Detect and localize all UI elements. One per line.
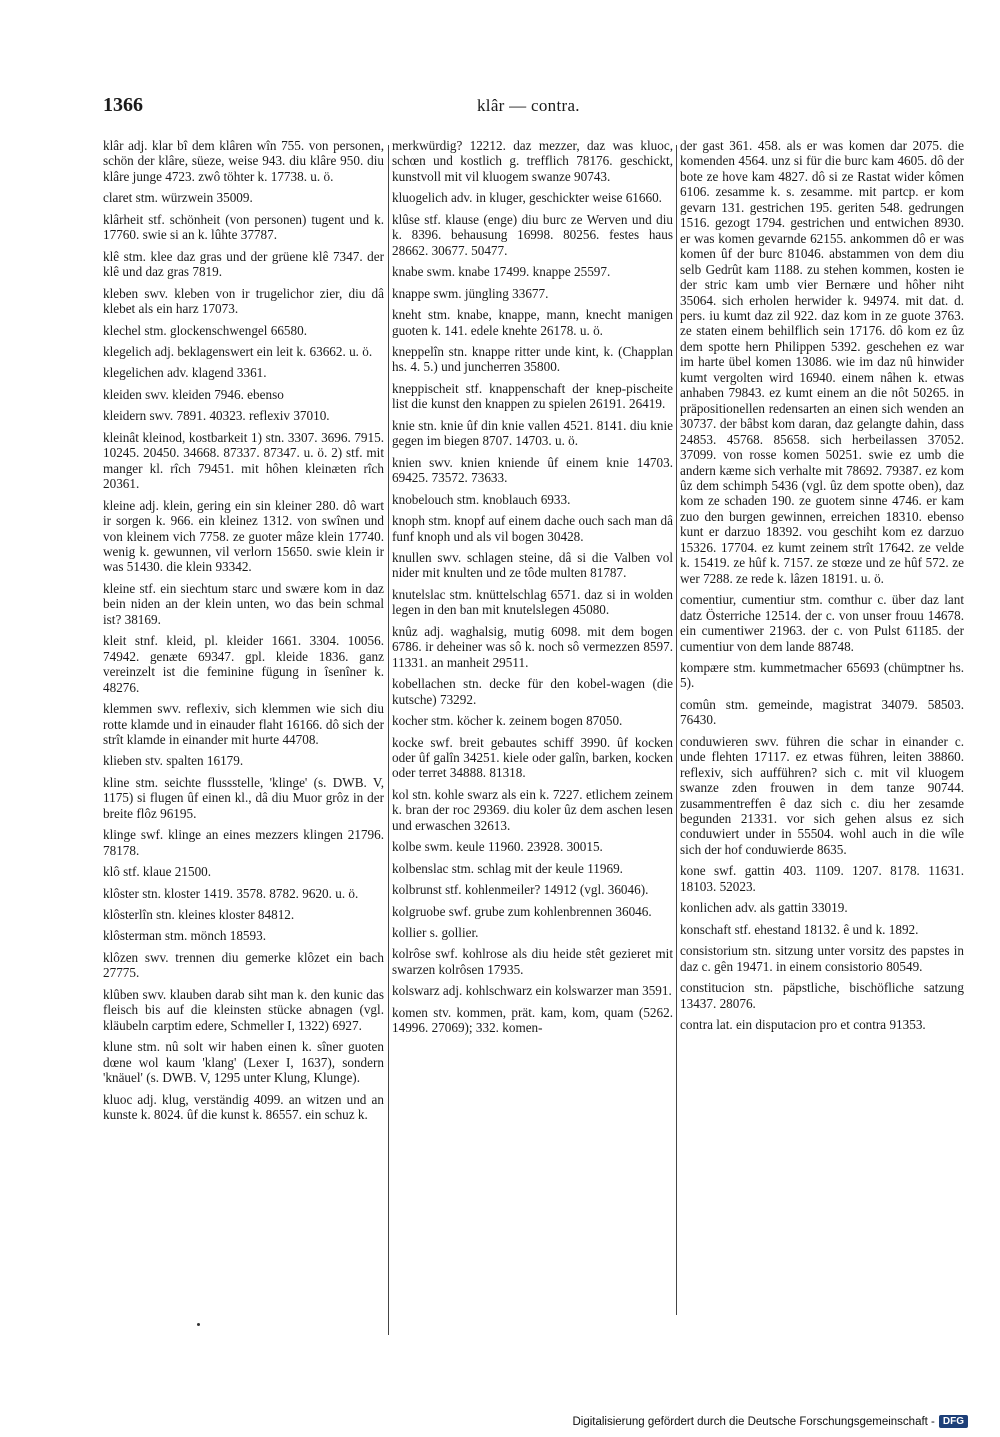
dictionary-entry: kocher stm. köcher k. zeinem bogen 87050. <box>392 713 623 729</box>
dictionary-entry: kolbrunst stf. kohlenmeiler? 14912 (vgl. 36046). <box>392 882 649 898</box>
dictionary-entry: kleben swv. kleben von ir trugelichor zier, diu dâ klebet als ein harz 17073. <box>103 285 384 317</box>
dictionary-entry: kleinât kleinod, kostbarkeit 1) stn. 3307. 3696. 7915. 10245. 20450. 34668. 87337. 87347. u. ö. 2) stf. mit manger kl. rîch 79451. mit hôhen kleinæten rîch 20361. <box>103 429 384 492</box>
dictionary-entry: klegelich adj. beklagenswert ein leit k. 63662. u. ö. <box>103 343 373 359</box>
dictionary-entry: klâr adj. klar bî dem klâren wîn 755. von personen, schön der klâre, süeze, weise 943. diu klâre 950. diu klâre junge 4723. zwô töhter k. 17738. u. ö. <box>103 138 384 184</box>
dictionary-entry: comûn stm. gemeinde, magistrat 34079. 58503. 76430. <box>680 696 964 728</box>
dictionary-entry: klârheit stf. schönheit (von personen) tugent und k. 17760. swie si an k. lûhte 37787. <box>103 211 384 243</box>
column-divider <box>388 145 389 1335</box>
dictionary-entry: kolgruobe swf. grube zum kohlenbrennen 36046. <box>392 903 652 919</box>
dictionary-entry: klôzen swv. trennen diu gemerke klôzet ein bach 27775. <box>103 949 384 981</box>
funding-note: Digitalisierung gefördert durch die Deutsche Forschungsgemeinschaft - <box>572 1415 935 1428</box>
dictionary-entry: knutelslac stm. knüttelschlag 6571. daz si in wolden legen in den ban mit knutelslegen 45080. <box>392 586 673 618</box>
dictionary-column-3 <box>680 138 964 1038</box>
dictionary-entry: knullen swv. schlagen steine, dâ si die Valben vol nider mit knulten und ze tôde multen 81787. <box>392 549 673 581</box>
dictionary-column-1 <box>103 138 384 1128</box>
ink-dot <box>197 1323 200 1326</box>
dictionary-entry: merkwürdig? 12212. daz mezzer, daz was kluoc, schœn und kostlich g. trefflich 78176. geschickt, kunstvoll mit vil kluogem swanze 90743. <box>392 138 673 184</box>
dictionary-entry: contra lat. ein disputacion pro et contra 91353. <box>680 1017 926 1033</box>
dictionary-column-2 <box>392 138 673 1042</box>
dictionary-entry: klinge swf. klinge an eines mezzers klingen 21796. 78178. <box>103 827 384 858</box>
dictionary-entry: kline stm. seichte flussstelle, 'klinge' (s. DWB. V, 1175) si flugen ûf einen kl., dâ diu Muor grôz in der breite flôz 96195. <box>103 774 384 821</box>
dictionary-entry: kneppischeit stf. knappenschaft der knep-pischeite list die kunst den knappen zu spielen 26191. 26419. <box>392 380 673 412</box>
dictionary-entry: knoph stm. knopf auf einem dache ouch sach man dâ funf knoph und als vil bogen 30428. <box>392 513 673 544</box>
dictionary-entry: klê stm. klee daz gras und der grüene klê 7347. der klê und daz gras 7819. <box>103 248 384 280</box>
dictionary-entry: kleidern swv. 7891. 40323. reflexiv 37010. <box>103 408 330 424</box>
dictionary-entry: claret stm. würzwein 35009. <box>103 190 253 206</box>
dictionary-entry: kone swf. gattin 403. 1109. 1207. 8178. 11631. 18103. 52023. <box>680 863 964 894</box>
dictionary-entry: comentiur, cumentiur stm. comthur c. über daz lant datz Österriche 12514. der c. von unser frouu 14678. ein cumentiwer 21963. der c. von Pulst 61185. der cumentiur von dem lande 88748. <box>680 592 964 654</box>
dictionary-entry: klune stm. nû solt wir haben einen k. sîner guoten dœne wol kaum 'klang' (Lexer I, 1637), sondern 'knäuel' (s. DWB. V, 1295 unter Klung, Klunge). <box>103 1039 384 1086</box>
dictionary-entry: constitucion stn. päpstliche, bischöfliche satzung 13437. 28076. <box>680 980 964 1011</box>
dictionary-entry: kluoc adj. klug, verständig 4099. an witzen und an kunste k. 8024. ûf die kunst k. 86557. ein schuz k. <box>103 1091 384 1123</box>
running-head: klâr — contra. <box>477 96 580 115</box>
dictionary-entry: kol stn. kohle swarz als ein k. 7227. etlichem zeinem k. bran der roc 29369. diu koler ûz dem aschen lesen und erwaschen 32613. <box>392 786 673 833</box>
dictionary-entry: kluogelich adv. in kluger, geschickter weise 61660. <box>392 190 662 206</box>
dictionary-entry: kleit stnf. kleid, pl. kleider 1661. 3304. 10056. 74942. genæte 69347. gpl. kleide 1836. ganz vereinzelt ist die feminine fügung in îsenîner k. 48276. <box>103 633 384 695</box>
dictionary-entry: klô stf. klaue 21500. <box>103 864 212 880</box>
dictionary-entry: consistorium stn. sitzung unter vorsitz des papstes in daz c. gên 19471. in einem consistorio 80549. <box>680 943 964 974</box>
dictionary-entry: klieben stv. spalten 16179. <box>103 753 244 769</box>
dictionary-entry: klôsterlîn stn. kleines kloster 84812. <box>103 907 295 923</box>
page-number: 1366 <box>103 94 143 116</box>
dictionary-entry: klûse stf. klause (enge) diu burc ze Werven und diu k. 8396. behausung 16998. 80256. festes haus 28662. 30677. 50477. <box>392 211 673 258</box>
dictionary-entry: knûz adj. waghalsig, mutig 6098. mit dem bogen 6786. ir deheiner was sô k. noch sô vermezzen 8597. 11331. an manheit 29511. <box>392 623 673 670</box>
dictionary-entry: klôsterman stm. mönch 18593. <box>103 928 266 944</box>
dictionary-entry: klegelichen adv. klagend 3361. <box>103 365 267 381</box>
dictionary-entry: kobellachen stn. decke für den kobel-wagen (die kutsche) 73292. <box>392 676 673 707</box>
dictionary-entry: kleine stf. ein siechtum starc und swære kom in daz bein niden an der klein unten, wo das bein schmal ist? 38169. <box>103 580 384 627</box>
dictionary-entry: der gast 361. 458. als er was komen dar 2075. die komenden 4564. unz si für die burc kam 4605. dô der bote ze hove kam 4827. dô si ze Rastat wider kômen 6106. zesamme k. s. zesamme. mit partcp. er kom gevarn 131. gestrichen 195. geriten 548. gedrungen 1516. gezogt 1794. gestrichen und entwichen 8930. er was komen gevarnde 62155. ankommen dô er was komen ûf der burc 81046. abstammen von dem diu selb Gedrût kam 1188. zu stehen kommen, kosten ie der stric kam umb vier Bernære und hôher niht 35064. sich erholen herwider k. 94974. mit dat. d. pers. iu kumt daz zil 922. daz kom in ze guote 3763. ze staten einem behilflich sein 17176. dô kom ez ûz dem spotte hern Philippen 5392. geschehen ez war im harte übel komen 13086. wie im daz nû hinwider kumt vergolten wird 16940. einem nâhen k. etwas anhaben 79843. ez kumt einem an die nôt 50265. in präpositionellen redensarten an einen sich wenden an 30737. der bâbst kom daran, daz gelangte dahin, dass 24853. 45768. 85658. sich herbeilassen 37052. 37099. von rosse komen 50251. swie ez umb die andern kæme sich verhalte mit 78692. 79387. ez kom ûz dem schimph 5436 (vgl. ûz dem spotte oben), daz kom ze schaden 190. ze guotem sinne 4746. er kam zuo den burgen gewinnen, erreichen 18310. ebenso kunt er darzuo 18392. vou geschiht kom ez darzuo 15326. 17704. ez kumt zeinem strît 17642. ze velde k. 15419. ze hûf k. 7157. ze stœze und ze hûf 572. ze wer 7288. ze rede k. lâzen 18191. u. ö. <box>680 138 964 586</box>
dictionary-entry: klûben swv. klauben darab siht man k. den kunic das fleisch bis auf die kleinsten stücke abnagen (vgl. kläubeln carptim edere, Schmeller I, 1322) 6927. <box>103 986 384 1033</box>
dictionary-entry: kollier s. gollier. <box>392 925 479 941</box>
dictionary-entry: komen stv. kommen, prät. kam, kom, quam (5262. 14996. 27069); 332. komen- <box>392 1004 673 1036</box>
dictionary-entry: knobelouch stm. knoblauch 6933. <box>392 491 571 507</box>
dictionary-entry: conduwieren swv. führen die schar in einander c. unde flehten 17117. ez etwas führen, leiten 38860. reflexiv, sich aufführen? sich c. mit vil kluogem swanze zden frouwen in dem tanze 90744. zusammentreffen ê daz sich c. diu her zesamde begunden 21331. vor sich gehen alsus ez sich conduwiert under in 55504. wohl auch in die wîle sich der hof conduwierde 8635. <box>680 733 964 857</box>
dictionary-entry: kolbenslac stm. schlag mit der keule 11969. <box>392 860 623 876</box>
dfg-logo[interactable]: DFG <box>939 1415 968 1428</box>
dictionary-entry: kleiden swv. kleiden 7946. ebenso <box>103 386 284 402</box>
dictionary-entry: klôster stn. kloster 1419. 3578. 8782. 9620. u. ö. <box>103 885 359 901</box>
dictionary-entry: konlichen adv. als gattin 33019. <box>680 900 848 916</box>
dictionary-entry: kneht stm. knabe, knappe, mann, knecht manigen guoten k. 141. edele knehte 26178. u. ö. <box>392 307 673 338</box>
dictionary-entry: kolrôse swf. kohlrose als diu heide stêt gezieret mit swarzen kolrôsen 17935. <box>392 946 673 977</box>
dictionary-entry: kocke swf. breit gebautes schiff 3990. ûf kocken oder ûf galîn 34251. kiele oder galîn, barken, kocken oder terret 34888. 81318. <box>392 734 673 781</box>
dictionary-entry: konschaft stf. ehestand 18132. ê und k. 1892. <box>680 921 919 937</box>
dictionary-entry: klechel stm. glockenschwengel 66580. <box>103 322 307 338</box>
dictionary-entry: knien swv. knien kniende ûf einem knie 14703. 69425. 73572. 73633. <box>392 454 673 486</box>
dictionary-entry: knabe swm. knabe 17499. knappe 25597. <box>392 264 611 280</box>
dictionary-entry: kolbe swm. keule 11960. 23928. 30015. <box>392 839 603 855</box>
dictionary-entry: kleine adj. klein, gering ein sin kleiner 280. dô wart ir sorgen k. 966. ein kleinez 1312. von swînen und von kleinem vich 7758. ze guoter mâze klein 17740. wenig k. gewunnen, vil verlorn 15650. swie klein ir was 51430. die klein 93342. <box>103 497 384 575</box>
column-divider <box>676 145 677 1315</box>
footer <box>572 1415 968 1428</box>
dictionary-entry: klemmen swv. reflexiv, sich klemmen wie sich diu rotte klamde und in einauder flaht 16166. dô sich der strît klamde in einander mit hurte 44708. <box>103 701 384 747</box>
dictionary-entry: kneppelîn stn. knappe ritter unde kint, k. (Chapplan hs. 4. 5.) und juncherren 35800. <box>392 343 673 375</box>
dictionary-entry: kompære stm. kummetmacher 65693 (chümptner hs. 5). <box>680 659 964 691</box>
dictionary-entry: knie stn. knie ûf din knie vallen 4521. 8141. diu knie gegen im biegen 8707. 14703. u. ö. <box>392 417 673 449</box>
dictionary-entry: knappe swm. jüngling 33677. <box>392 285 549 301</box>
dictionary-entry: kolswarz adj. kohlschwarz ein kolswarzer man 3591. <box>392 983 672 999</box>
